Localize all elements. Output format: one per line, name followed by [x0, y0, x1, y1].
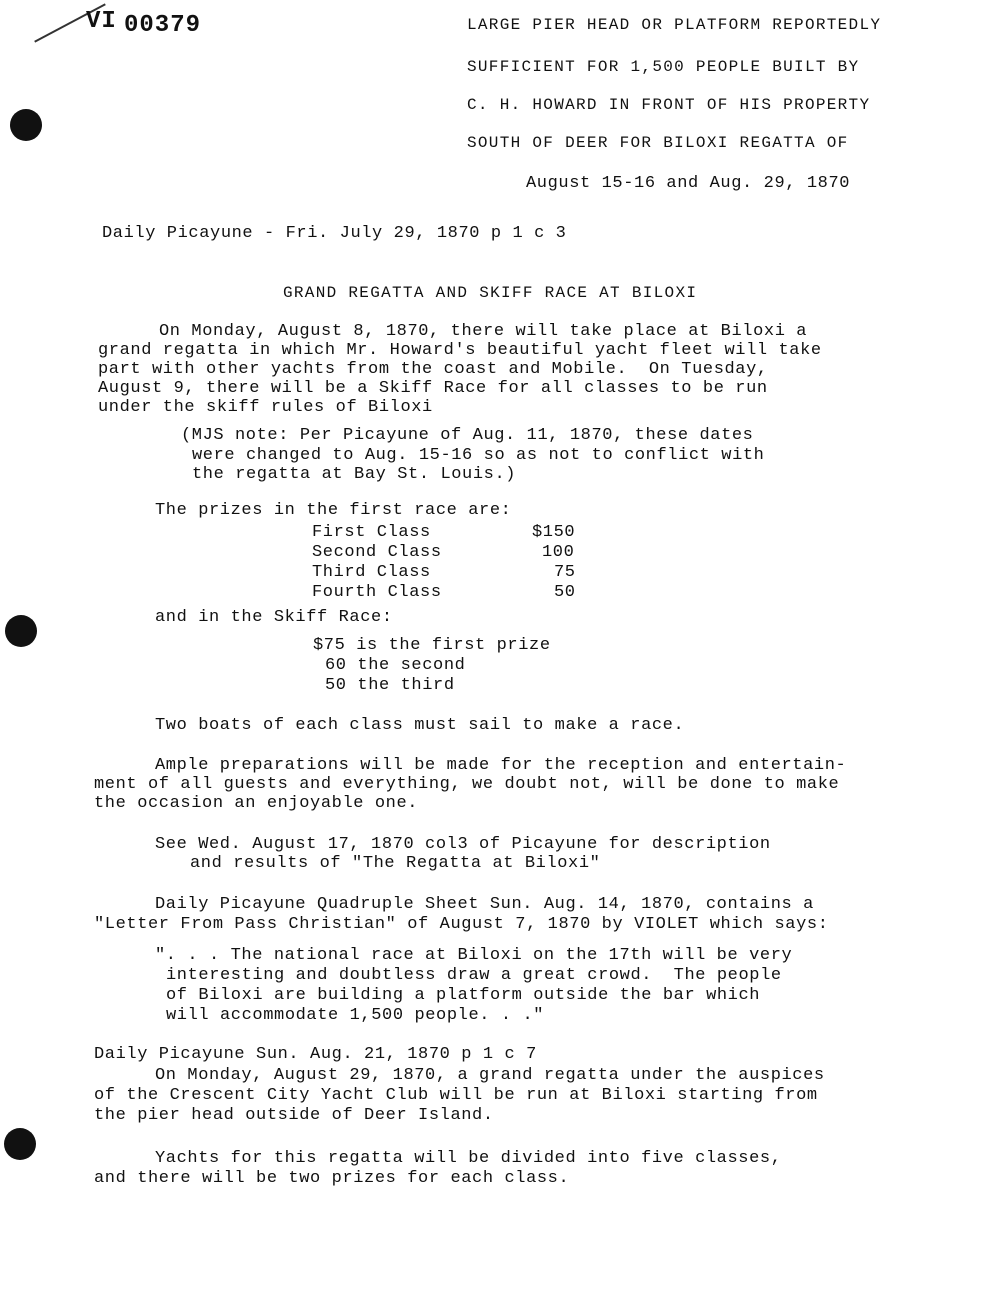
two-boats-line: Two boats of each class must sail to make a race.	[155, 716, 685, 735]
text-line: part with other yachts from the coast and Mobile. On Tuesday,	[98, 360, 768, 379]
text-line: of Biloxi are building a platform outside the bar which	[166, 986, 761, 1005]
text-line: Yachts for this regatta will be divided into five classes,	[155, 1149, 782, 1168]
skiff-prize: $75 is the first prize	[313, 636, 551, 655]
prize-amount: $150	[532, 523, 576, 542]
text-line: August 9, there will be a Skiff Race for all classes to be run	[98, 379, 768, 398]
text-line: Daily Picayune Quadruple Sheet Sun. Aug. 14, 1870, contains a	[155, 895, 814, 914]
punch-hole-bottom	[4, 1128, 36, 1160]
text-line: grand regatta in which Mr. Howard's beautiful yacht fleet will take	[98, 341, 822, 360]
text-line: and there will be two prizes for each class.	[94, 1169, 570, 1188]
prizes-intro: The prizes in the first race are:	[155, 501, 512, 520]
prize-amount: 100	[542, 543, 575, 562]
text-line: ". . . The national race at Biloxi on the 17th will be very	[155, 946, 793, 965]
skiff-prize: 60 the second	[325, 656, 466, 675]
text-line: will accommodate 1,500 people. . ."	[166, 1006, 545, 1025]
punch-hole-top	[10, 109, 42, 141]
header-line: August 15-16 and Aug. 29, 1870	[526, 174, 851, 193]
text-line: the regatta at Bay St. Louis.)	[192, 465, 517, 484]
article-title: GRAND REGATTA AND SKIFF RACE AT BILOXI	[283, 284, 698, 302]
text-line: the occasion an enjoyable one.	[94, 794, 419, 813]
text-line: On Monday, August 29, 1870, a grand regatta under the auspices	[155, 1066, 825, 1085]
text-line: On Monday, August 8, 1870, there will take place at Biloxi a	[159, 322, 808, 341]
header-line: SOUTH OF DEER FOR BILOXI REGATTA OF	[467, 134, 849, 152]
punch-hole-middle	[5, 615, 37, 647]
skiff-prize: 50 the third	[325, 676, 455, 695]
prize-class: Third Class	[312, 563, 431, 582]
header-line: C. H. HOWARD IN FRONT OF HIS PROPERTY	[467, 96, 871, 114]
text-line: See Wed. August 17, 1870 col3 of Picayune for description	[155, 835, 771, 854]
text-line: and results of "The Regatta at Biloxi"	[190, 854, 601, 873]
prize-class: Second Class	[312, 543, 442, 562]
text-line: were changed to Aug. 15-16 so as not to conflict with	[192, 446, 765, 465]
skiff-intro: and in the Skiff Race:	[155, 608, 393, 627]
text-line: the pier head outside of Deer Island.	[94, 1106, 494, 1125]
text-line: "Letter From Pass Christian" of August 7, 1870 by VIOLET which says:	[94, 915, 829, 934]
prize-amount: 75	[554, 563, 576, 582]
doc-roman-numeral: VI	[86, 8, 117, 35]
prize-amount: 50	[554, 583, 576, 602]
citation: Daily Picayune Sun. Aug. 21, 1870 p 1 c 7	[94, 1045, 537, 1064]
header-line: SUFFICIENT FOR 1,500 PEOPLE BUILT BY	[467, 58, 860, 76]
text-line: of the Crescent City Yacht Club will be run at Biloxi starting from	[94, 1086, 818, 1105]
header-line: LARGE PIER HEAD OR PLATFORM REPORTEDLY	[467, 16, 882, 34]
text-line: ment of all guests and everything, we doubt not, will be done to make	[94, 775, 840, 794]
text-line: under the skiff rules of Biloxi	[98, 398, 433, 417]
prize-class: Fourth Class	[312, 583, 442, 602]
prize-class: First Class	[312, 523, 431, 542]
text-line: (MJS note: Per Picayune of Aug. 11, 1870, these dates	[181, 426, 754, 445]
text-line: interesting and doubtless draw a great crowd. The people	[166, 966, 782, 985]
doc-number: 00379	[124, 12, 202, 39]
citation: Daily Picayune - Fri. July 29, 1870 p 1 c 3	[102, 224, 567, 243]
text-line: Ample preparations will be made for the reception and entertain-	[155, 756, 847, 775]
